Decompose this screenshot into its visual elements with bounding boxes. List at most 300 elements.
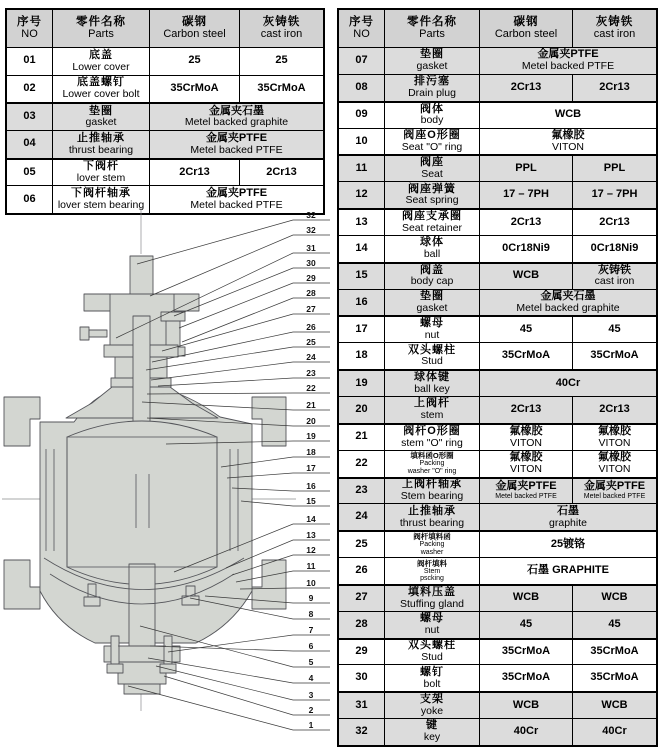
table-row: [339, 369, 656, 396]
cell-no: [339, 290, 385, 316]
callout-number: 13: [306, 530, 316, 540]
cell-material-carbon-steel-line: 25: [188, 54, 201, 67]
cell-part-line: gasket: [85, 116, 117, 129]
cell-material-carbon-steel: [480, 451, 573, 477]
table-row: [339, 47, 656, 74]
cell-no-line: 25: [355, 537, 368, 550]
cell-no-line: 32: [355, 725, 368, 738]
leader-line: [162, 314, 330, 351]
cell-material-cast-iron-line: 40Cr: [602, 725, 627, 738]
cell-material-cast-iron-line: 17 – 7PH: [591, 188, 638, 201]
header-iron-cn: 灰铸铁: [595, 16, 634, 29]
left-flange-lower: [4, 560, 40, 609]
cell-material-cast-iron-line: 45: [608, 617, 621, 630]
cell-part-line: ball key: [414, 382, 450, 395]
callout-number: 5: [308, 657, 314, 667]
cell-no-line: 22: [355, 456, 368, 469]
cell-part-line: Stuffing gland: [399, 597, 465, 610]
callout-number: 4: [308, 673, 314, 683]
cell-material-carbon-steel: [480, 317, 573, 342]
cell-material-cast-iron: [573, 640, 656, 665]
cell-part-line: 支架: [420, 693, 444, 706]
cell-part-line: 底盖: [89, 48, 113, 61]
table-row: [339, 101, 656, 128]
callout-number: 8: [308, 609, 314, 619]
cover-nut-left: [107, 664, 123, 673]
cell-no: [339, 397, 385, 423]
cell-material-merged: [150, 131, 323, 158]
cell-part: [385, 504, 480, 530]
cell-material-cast-iron-line: 2Cr13: [599, 80, 630, 93]
cell-material-merged-line: 金属夹PTFE: [537, 48, 599, 61]
table-row: [339, 74, 656, 101]
cell-material-cast-iron: [240, 48, 323, 75]
cell-material-carbon-steel: [480, 586, 573, 611]
yoke-bolt-head: [80, 327, 89, 340]
cell-part-line: 螺母: [420, 612, 444, 625]
header-no-en: NO: [353, 27, 370, 40]
cell-material-merged-line: 金属夹石墨: [540, 289, 596, 302]
table-body: [7, 47, 323, 213]
body-bolt-nut: [84, 597, 100, 606]
cell-material-merged-line: Metel backed graphite: [184, 116, 289, 129]
cell-material-cast-iron: [573, 264, 656, 289]
table-row: [339, 584, 656, 611]
cell-part: [385, 182, 480, 208]
table-row: [339, 235, 656, 262]
cell-material-cast-iron-line: 氟橡胶: [598, 450, 631, 463]
table-header: [339, 10, 656, 47]
cell-material-merged-line: Metel backed PTFE: [190, 199, 283, 212]
cell-material-cast-iron-line: 2Cr13: [599, 402, 630, 415]
cell-part-line: 排污塞: [414, 75, 450, 88]
cell-no: [339, 451, 385, 477]
callout-number: 21: [306, 400, 316, 410]
table-row: [339, 423, 656, 450]
cell-material-cast-iron: [573, 397, 656, 423]
header-carbon-cn: 碳钢: [182, 16, 207, 29]
cell-material-carbon-steel-line: WCB: [512, 698, 540, 711]
cell-no: [339, 425, 385, 450]
header-parts-cn: 零件名称: [407, 16, 457, 29]
table-row: [7, 130, 323, 158]
table-row: [339, 718, 656, 745]
header-cast-iron: [240, 10, 323, 47]
header-no: [7, 10, 53, 47]
cell-no-line: 07: [355, 53, 368, 66]
cell-part: [385, 612, 480, 638]
cell-material-carbon-steel-line: 35CrMoA: [170, 82, 219, 95]
cell-part: [385, 236, 480, 262]
cell-material-carbon-steel: [480, 719, 573, 745]
cell-material-cast-iron: [573, 665, 656, 691]
cell-part-line: nut: [424, 329, 440, 342]
header-carbon-en: Carbon steel: [163, 27, 226, 40]
cell-material-cast-iron-line: 35CrMoA: [257, 82, 306, 95]
header-cast-iron: [573, 10, 656, 47]
cell-material-carbon-steel-line: 45: [519, 617, 533, 630]
cell-part-line: washer "O" ring: [407, 467, 457, 475]
cell-part-line: Stem bearing: [400, 490, 464, 503]
cell-no-line: 03: [23, 110, 36, 123]
table-row: [339, 691, 656, 718]
cell-material-carbon-steel-line: VITON: [510, 462, 542, 475]
cell-material-cast-iron: [240, 76, 323, 103]
lower-cover: [118, 662, 166, 684]
header-carbon-en: Carbon steel: [494, 27, 558, 40]
header-no: [339, 10, 385, 47]
callout-number: 27: [306, 304, 316, 314]
cell-no: [339, 612, 385, 638]
cell-no-line: 01: [23, 54, 36, 67]
cell-material-carbon-steel-line: 氟橡胶: [509, 424, 543, 437]
cell-material-merged: [480, 103, 656, 128]
cell-no-line: 04: [23, 137, 36, 150]
callout-number: 20: [306, 416, 316, 426]
cell-part: [385, 532, 480, 557]
cell-no: [7, 160, 53, 186]
header-parts: [53, 10, 150, 47]
cell-part: [53, 160, 150, 186]
table-row: [7, 75, 323, 103]
cell-part-line: 阀体: [420, 102, 444, 115]
cell-part-line: stem "O" ring: [401, 436, 463, 449]
cell-part-line: 上阀杆: [414, 397, 450, 410]
callout-number: 1: [308, 720, 314, 730]
leader-line: [241, 501, 330, 506]
cell-no-line: 21: [355, 430, 368, 443]
table-body: [339, 47, 656, 745]
cell-material-carbon-steel-line: 氟橡胶: [509, 450, 543, 463]
callout-number: 17: [306, 463, 316, 473]
cell-part: [385, 693, 480, 718]
cell-material-carbon-steel: [150, 160, 240, 186]
cell-no-line: 13: [355, 215, 368, 228]
cell-no: [339, 210, 385, 235]
table-row: [339, 638, 656, 665]
cell-material-carbon-steel: [480, 210, 573, 235]
cell-no: [339, 479, 385, 504]
right-flange-upper: [252, 397, 286, 446]
callout-number: 9: [308, 593, 314, 603]
cell-material-carbon-steel-line: PPL: [515, 161, 537, 174]
header-no-cn: 序号: [17, 16, 42, 29]
ball: [67, 421, 217, 585]
callout-number: 30: [306, 258, 316, 268]
cell-material-carbon-steel: [480, 425, 573, 450]
table-row: [7, 158, 323, 186]
cell-part: [385, 425, 480, 450]
cell-material-cast-iron-line: 35CrMoA: [590, 645, 639, 658]
cell-no-line: 16: [355, 295, 368, 308]
leader-line: [150, 235, 330, 296]
cell-part-line: pscking: [420, 574, 444, 582]
cell-material-merged-line: 金属夹PTFE: [205, 187, 268, 200]
cell-material-carbon-steel: [480, 640, 573, 665]
table-row: [339, 503, 656, 530]
cell-no-line: 27: [355, 591, 368, 604]
cell-no: [339, 371, 385, 396]
cell-no: [339, 156, 385, 181]
cell-material-merged: [480, 558, 656, 584]
cell-part-line: body: [420, 114, 444, 127]
cell-material-merged-line: Metel backed PTFE: [521, 60, 615, 73]
header-no-cn: 序号: [349, 16, 374, 29]
cell-part-line: bolt: [423, 677, 441, 690]
cell-material-carbon-steel: [480, 612, 573, 638]
callout-number: 28: [306, 288, 316, 298]
cell-part-line: 阀杆O形圈: [403, 424, 461, 437]
cell-material-carbon-steel-line: WCB: [512, 591, 540, 604]
cell-material-merged-line: 石墨 GRAPHITE: [527, 564, 609, 577]
cell-no: [339, 343, 385, 369]
callout-number: 10: [306, 578, 316, 588]
cell-part-line: lover stem bearing: [57, 199, 145, 212]
header-iron-en: cast iron: [260, 27, 303, 40]
cell-part: [53, 104, 150, 130]
cell-material-cast-iron: [573, 210, 656, 235]
cell-no: [339, 103, 385, 128]
cell-part: [385, 317, 480, 342]
cell-material-merged-line: graphite: [549, 516, 587, 529]
cell-material-cast-iron: [240, 160, 323, 186]
cell-material-cast-iron-line: WCB: [601, 591, 628, 604]
cell-no-line: 08: [355, 80, 368, 93]
callout-number: 23: [306, 368, 316, 378]
cell-no: [7, 48, 53, 75]
callout-number: 18: [306, 447, 316, 457]
header-iron-cn: 灰铸铁: [262, 16, 301, 29]
callout-number: 11: [306, 561, 316, 571]
cell-part-line: 螺钉: [420, 665, 444, 678]
cell-part-line: 阀杆填料: [417, 558, 447, 568]
cell-material-carbon-steel: [480, 343, 573, 369]
header-parts: [385, 10, 480, 47]
cell-part-line: Lower cover: [72, 60, 130, 73]
cell-material-merged-line: Metel backed PTFE: [190, 143, 283, 156]
cell-no-line: 19: [355, 376, 368, 389]
cell-part-line: Lower cover bolt: [62, 88, 140, 101]
cell-part-line: Seat "O" ring: [401, 140, 463, 153]
cell-no-line: 30: [355, 671, 368, 684]
cell-material-merged-line: 40Cr: [555, 376, 581, 389]
table-row: [339, 154, 656, 181]
cell-material-cast-iron-line: 25: [275, 54, 288, 67]
cell-part-line: 垫圈: [89, 104, 113, 117]
table-row: [339, 530, 656, 557]
cell-part-line: 下阀杆轴承: [71, 187, 131, 200]
cell-material-carbon-steel: [150, 76, 240, 103]
cell-part-line: nut: [424, 623, 440, 636]
cell-part: [385, 343, 480, 369]
cell-material-carbon-steel-line: 40Cr: [513, 725, 539, 738]
cell-part: [385, 156, 480, 181]
cell-material-merged: [480, 48, 656, 74]
cell-material-cast-iron-line: PPL: [603, 161, 626, 174]
cell-no-line: 31: [355, 698, 368, 711]
cell-material-carbon-steel: [480, 75, 573, 101]
cell-no: [7, 131, 53, 158]
leader-line: [164, 676, 330, 715]
cell-part-line: body cap: [410, 275, 454, 288]
cell-part-line: 双头螺柱: [408, 343, 456, 356]
callout-number: 15: [306, 496, 316, 506]
callout-number: 32: [306, 210, 316, 220]
cell-part-line: ball: [423, 248, 441, 261]
cell-material-merged: [480, 290, 656, 316]
left-flange-upper: [4, 397, 40, 446]
cell-material-merged-line: 氟橡胶: [551, 128, 585, 141]
cell-part-line: 球体键: [414, 371, 450, 383]
table-row: [339, 128, 656, 155]
cell-material-cast-iron-line: 金属夹PTFE: [583, 480, 646, 493]
cell-no: [339, 640, 385, 665]
cell-material-cast-iron: [573, 75, 656, 101]
cell-part: [385, 129, 480, 155]
cell-part-line: lover stem: [76, 171, 126, 184]
cell-part-line: Stud: [421, 651, 443, 664]
cell-no-line: 29: [355, 645, 368, 658]
callout-number: 2: [308, 705, 314, 715]
cell-part-line: washer: [420, 548, 444, 556]
cell-part: [385, 719, 480, 745]
cell-part: [385, 48, 480, 74]
cell-material-carbon-steel-line: 2Cr13: [179, 165, 210, 178]
cell-part-line: 阀杆填料函: [413, 532, 451, 542]
cell-no-line: 11: [355, 161, 368, 174]
cell-material-merged-line: 金属夹PTFE: [205, 131, 268, 144]
cell-part: [385, 586, 480, 611]
valve-cross-section-diagram: [0, 206, 332, 747]
cell-part-line: Packing: [419, 460, 445, 468]
parts-table-left: [5, 8, 325, 215]
cell-part: [53, 131, 150, 158]
cell-no: [339, 317, 385, 342]
cell-part-line: 底盖螺钉: [77, 76, 125, 89]
cell-material-merged-line: 石墨: [557, 504, 579, 517]
cell-material-cast-iron: [573, 586, 656, 611]
cell-material-cast-iron-line: WCB: [601, 698, 628, 711]
table-row: [339, 208, 656, 235]
cell-material-cast-iron-line: Metel backed PTFE: [583, 493, 646, 501]
cell-material-cast-iron-line: 2Cr13: [599, 215, 630, 228]
cell-part: [385, 210, 480, 235]
cell-material-cast-iron-line: 灰铸铁: [598, 263, 631, 276]
cell-part-line: stem: [420, 409, 444, 422]
table-row: [339, 289, 656, 316]
cell-material-carbon-steel-line: Metel backed PTFE: [495, 493, 557, 501]
cell-no: [339, 586, 385, 611]
cell-no-line: 10: [355, 134, 368, 147]
cell-part-line: 阀座: [420, 156, 444, 169]
cell-material-cast-iron: [573, 425, 656, 450]
cell-part-line: Stem: [423, 567, 441, 575]
cell-part: [385, 290, 480, 316]
cell-material-carbon-steel: [480, 156, 573, 181]
cell-no-line: 18: [355, 349, 368, 362]
cell-part-line: 阀座O形圈: [403, 128, 461, 141]
cell-material-carbon-steel: [480, 665, 573, 691]
cell-no-line: 26: [355, 564, 368, 577]
cell-no-line: 06: [23, 192, 36, 205]
cell-material-carbon-steel: [480, 236, 573, 262]
cell-part: [385, 264, 480, 289]
cell-part-line: gasket: [416, 301, 448, 314]
header-iron-en: cast iron: [593, 27, 636, 40]
cell-material-cast-iron-line: cast iron: [594, 275, 635, 288]
cell-material-merged-line: WCB: [554, 108, 582, 121]
cell-no: [7, 104, 53, 130]
cell-part-line: Seat retainer: [401, 221, 463, 234]
cell-material-cast-iron-line: VITON: [598, 436, 631, 449]
cell-no: [7, 76, 53, 103]
leader-line: [158, 378, 330, 386]
callout-number: 6: [308, 641, 314, 651]
cell-part: [385, 665, 480, 691]
cell-part-line: 填料压盖: [408, 585, 456, 598]
cell-material-carbon-steel: [150, 48, 240, 75]
cell-no: [339, 264, 385, 289]
callout-number: 31: [306, 243, 316, 253]
cell-material-carbon-steel-line: 金属夹PTFE: [495, 480, 557, 493]
cell-part-line: thrust bearing: [68, 143, 134, 156]
cell-material-carbon-steel-line: 35CrMoA: [501, 671, 551, 684]
cell-part-line: Seat spring: [405, 194, 459, 207]
callout-number: 19: [306, 431, 316, 441]
callout-number: 7: [308, 625, 314, 635]
lower-cover-cap: [124, 684, 160, 694]
cell-no: [339, 129, 385, 155]
cell-part-line: 球体: [420, 236, 444, 249]
cell-part: [385, 479, 480, 504]
cell-material-cast-iron-line: 35CrMoA: [590, 671, 639, 684]
parts-table-right: [337, 8, 658, 747]
cell-material-carbon-steel: [480, 693, 573, 718]
table-row: [339, 181, 656, 208]
cell-part-line: 填料函O形圈: [410, 451, 454, 461]
cell-material-carbon-steel-line: 2Cr13: [510, 80, 542, 93]
cell-part-line: 上阀杆轴承: [402, 478, 462, 491]
cell-no: [339, 665, 385, 691]
cell-no-line: 17: [355, 322, 368, 335]
header-parts-cn: 零件名称: [76, 16, 126, 29]
cell-material-carbon-steel-line: 2Cr13: [510, 402, 542, 415]
cell-part-line: Seat: [421, 168, 443, 181]
cell-material-carbon-steel: [480, 397, 573, 423]
cell-material-carbon-steel-line: 45: [519, 322, 533, 335]
cell-part-line: 键: [426, 719, 438, 732]
cell-part: [385, 451, 480, 477]
cell-no: [339, 693, 385, 718]
cell-material-carbon-steel: [480, 479, 573, 504]
cell-no: [339, 75, 385, 101]
table-row: [339, 477, 656, 504]
cell-material-cast-iron-line: 氟橡胶: [598, 424, 631, 437]
cell-material-carbon-steel-line: 17 – 7PH: [503, 188, 549, 201]
cell-no: [339, 48, 385, 74]
right-flange-lower: [252, 560, 286, 609]
cover-nut-right: [160, 664, 176, 673]
table-row: [339, 315, 656, 342]
cell-part-line: key: [423, 731, 441, 744]
yoke-bolt-shaft: [89, 330, 107, 337]
cell-material-cast-iron-line: 0Cr18Ni9: [590, 241, 639, 254]
cell-material-merged-line: VITON: [552, 140, 584, 153]
cell-material-merged: [480, 371, 656, 396]
table-row: [339, 342, 656, 369]
cell-part: [385, 640, 480, 665]
cell-part-line: Drain plug: [408, 87, 456, 100]
